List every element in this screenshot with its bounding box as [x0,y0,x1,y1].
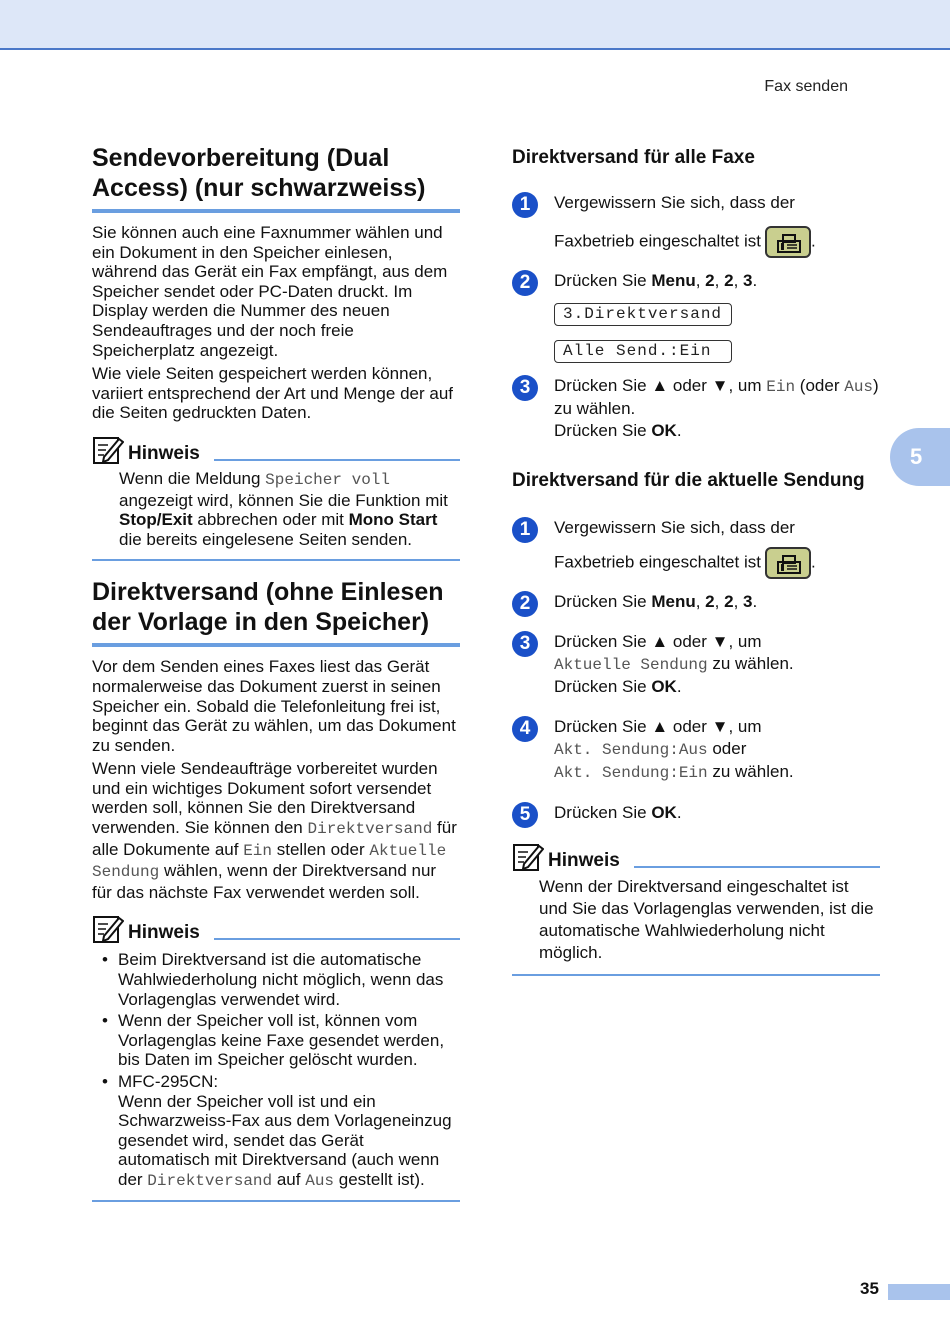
step-number: 3 [512,375,538,401]
model-name: MFC-295CN: [118,1072,219,1091]
text: Drücken Sie [554,271,652,290]
text: , [695,271,706,290]
section-title-dual-access: Sendevorbereitung (Dual Access) (nur schwarzweiss) [92,144,426,202]
step-number: 2 [512,270,538,296]
text: Drücken Sie [554,632,652,651]
text: , [733,271,744,290]
lcd-wrap [554,302,880,326]
key-name: 2 [705,271,715,290]
page-number-bar [888,1284,950,1300]
up-arrow-icon: ▲ [651,632,669,651]
step-line [554,420,880,442]
text: . [676,803,682,822]
note-pencil-icon [92,433,124,465]
text: Drücken Sie [554,376,652,395]
note-box [92,433,460,561]
key-name: OK [651,803,677,822]
step-line [554,375,880,420]
fax-icon [777,233,801,253]
text: . [752,271,758,290]
text: Faxbetrieb eingeschaltet ist [554,552,761,572]
step-number: 4 [512,716,538,742]
step-number: 1 [512,192,538,218]
lcd-message: Aus [305,1171,335,1190]
note-title: Hinweis [128,922,200,944]
step-5 [512,802,880,824]
step-1 [512,192,880,258]
note-box [512,840,880,976]
running-title: Fax senden [764,78,848,95]
paragraph: Wie viele Seiten gespeichert werden können, variiert entsprechend der Art und Menge der auf die Seiten gedruckten Daten. [92,364,453,423]
note-header [92,912,460,944]
step-line [554,761,880,784]
text: zu wählen. [707,654,794,673]
text: . [810,231,816,251]
step-1 [512,517,880,579]
text: stellen oder [272,839,370,859]
note-bullet-list [102,950,460,1191]
text: auf [272,1169,306,1189]
text: , [695,592,706,611]
step-line [554,226,880,258]
step-number: 1 [512,517,538,543]
text: Drücken Sie [554,803,652,822]
text: abbrechen oder mit [192,510,349,530]
step-number: 5 [512,802,538,828]
lcd-display: 3.Direktversand [554,303,732,326]
list-item: • Beim Direktversand ist die automatische Wahlwiederholung nicht möglich, wenn das Vorlagenglas verwendet wird. [102,950,460,1009]
paragraph [92,759,460,902]
fax-button [765,547,811,579]
list-item [102,1072,460,1192]
step-line [554,802,880,824]
note-end-rule [92,559,460,561]
lcd-message: Aktuelle Sendung [554,656,708,674]
note-pencil-icon [92,912,124,944]
lcd-display: Alle Send.:Ein [554,340,732,363]
text: . [810,552,816,572]
lcd-message: Akt. Sendung:Aus [554,741,708,759]
section-rule [92,209,460,213]
lcd-message: Speicher voll [265,470,390,489]
fax-icon [777,554,801,574]
note-body [119,469,460,549]
step-line [554,716,880,738]
list-item: • Wenn der Speicher voll ist, können vom Vorlagenglas keine Faxe gesendet werden, bis Daten im Speicher gelöscht wurden. [102,1011,460,1070]
text: Wenn viele Sendeaufträge vorbereitet wurden und ein wichtiges Dokument sofort versendet werden soll, können Sie den Direktversand verwenden. Sie können den [92,759,438,838]
text: die bereits eingelesene Seiten senden. [119,529,412,549]
step-line [554,676,880,698]
lcd-message: Aktuelle Sendung [92,841,447,882]
step-number: 2 [512,591,538,617]
step-line [554,653,880,676]
step-line [554,270,880,292]
left-column [92,143,460,1202]
text: , um [728,376,767,395]
key-name: Mono Start [348,510,438,530]
text: zu wählen. [707,762,794,781]
text: Drücken Sie [554,592,652,611]
step-3 [512,375,880,442]
text: Drücken Sie [554,677,652,696]
key-name: 3 [743,592,753,611]
lcd-message: Aus [844,378,874,396]
note-box [92,912,460,1201]
note-title: Hinweis [548,850,620,871]
step-2 [512,591,880,613]
step-line [554,547,880,579]
section-title-direktversand: Direktversand (ohne Einlesen der Vorlage in den Speicher) [92,578,444,637]
chapter-tab: 5 [890,428,950,486]
section-rule [92,643,460,647]
key-name: 2 [724,271,734,290]
step-line [554,631,880,653]
header-band [0,0,950,50]
note-end-rule [92,1200,460,1202]
text: für alle Dokumente auf [92,818,457,859]
fax-button [765,226,811,258]
text: . [752,592,758,611]
text: oder [668,717,712,736]
text: Vergewissern Sie sich, dass der [554,518,795,537]
text: wählen, wenn der Direktversand nur für das nächste Fax verwendet werden soll. [92,861,437,902]
text: . [676,677,682,696]
step-line [554,591,880,613]
key-name: OK [651,421,677,440]
lcd-message: Akt. Sendung:Ein [554,764,708,782]
subsection-title-all-faxes: Direktversand für alle Faxe [512,147,755,168]
note-header [512,840,880,872]
down-arrow-icon: ▼ [711,376,729,395]
text: , um [728,717,762,736]
text: , [714,271,725,290]
text: . [676,421,682,440]
right-column [512,145,880,976]
note-header [92,433,460,465]
step-number: 3 [512,631,538,657]
down-arrow-icon: ▼ [711,717,729,736]
text: , um [728,632,762,651]
note-rule [214,938,460,940]
key-name: 3 [743,271,753,290]
step-4 [512,716,880,784]
key-name: 2 [705,592,715,611]
lcd-message: Ein [766,378,796,396]
text: Drücken Sie [554,421,652,440]
text: oder [668,376,712,395]
note-end-rule [512,974,880,976]
text: , [714,592,725,611]
step-2 [512,270,880,363]
step-line [554,738,880,761]
note-rule [214,459,460,461]
text: oder [707,739,747,758]
text: Vergewissern Sie sich, dass der [554,193,795,212]
page-number: 35 [860,1279,879,1298]
up-arrow-icon: ▲ [651,717,669,736]
text: oder [668,632,712,651]
lcd-wrap [554,339,880,363]
note-rule [634,866,880,868]
text: Drücken Sie [554,717,652,736]
note-title: Hinweis [128,442,200,464]
text: Wenn der Speicher voll ist und ein Schwarzweiss-Fax aus dem Vorlageneinzug gesendet wird, sendet das Gerät automatisch mit Direktversand (auch wenn der [118,1091,452,1189]
down-arrow-icon: ▼ [711,632,729,651]
subsection-title-current: Direktversand für die aktuelle Sendung [512,470,865,491]
key-name: 2 [724,592,734,611]
text: , [733,592,744,611]
text: (oder [795,376,845,395]
lcd-message: Direktversand [307,820,433,839]
note-pencil-icon [512,840,544,872]
text: gestellt ist). [334,1169,425,1189]
key-name: Menu [651,592,696,611]
key-name: Stop/Exit [119,510,193,530]
key-name: OK [651,677,677,696]
up-arrow-icon: ▲ [651,376,669,395]
paragraph: Sie können auch eine Faxnummer wählen und ein Dokument in den Speicher einlesen, während das Gerät ein Fax empfängt, aus dem Speicher sendet oder PC-Daten druckt. Im Display werden die Nummer des neuen Sendeauftrages und der noch freie Speicherplatz angezeigt. [92,223,448,360]
text: angezeigt wird, können Sie die Funktion mit [119,490,448,510]
step-3 [512,631,880,698]
text: ) zu wählen. [554,376,879,418]
text: Faxbetrieb eingeschaltet ist [554,231,761,251]
lcd-message: Ein [243,841,273,860]
note-body: Wenn der Direktversand eingeschaltet ist und Sie das Vorlagenglas verwenden, ist die automatische Wahlwiederholung nicht möglich. [539,877,874,962]
text: Wenn die Meldung [119,468,266,488]
lcd-message: Direktversand [147,1171,273,1190]
key-name: Menu [651,271,696,290]
paragraph: Vor dem Senden eines Faxes liest das Gerät normalerweise das Dokument zuerst in seinen Speicher ein. Sobald die Telefonleitung frei ist, beginnt das Gerät zu wählen, um das Dokument zu senden. [92,657,456,755]
